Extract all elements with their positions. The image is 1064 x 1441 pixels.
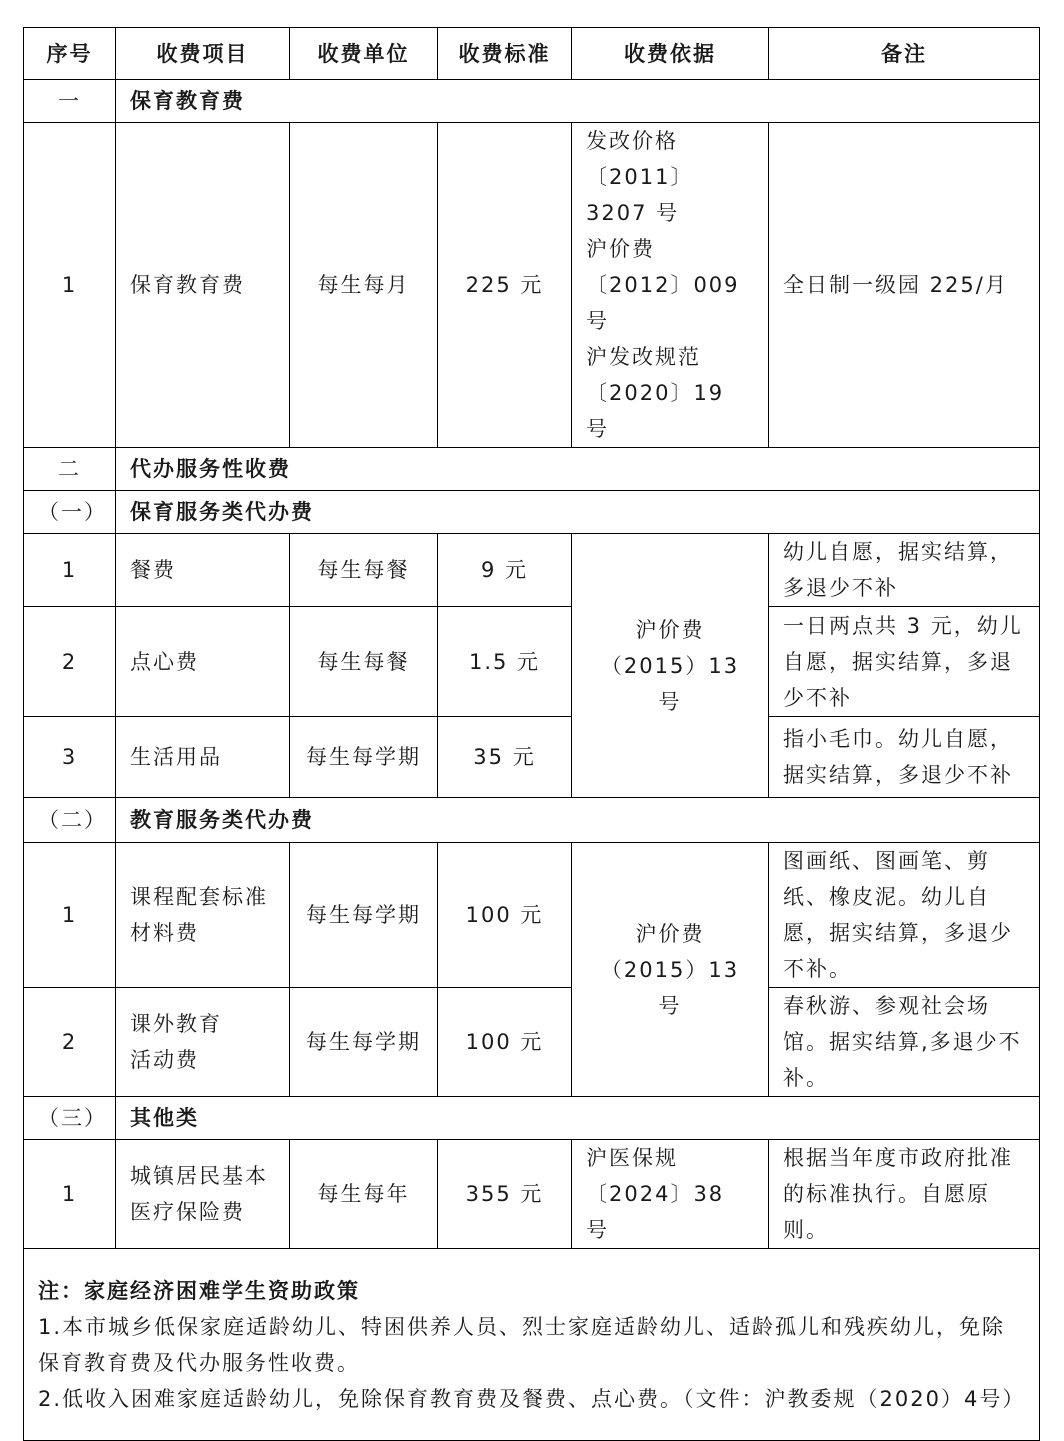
fee-remark: 根据当年度市政府批准的标准执行。自愿原则。: [769, 1140, 1040, 1249]
section-number: 二: [24, 448, 116, 491]
fee-item: 餐费: [116, 534, 290, 607]
section-title: 保育教育费: [116, 80, 1040, 123]
table-row: [24, 123, 1040, 448]
header-remark: 备注: [769, 28, 1040, 80]
subsection-title: 教育服务类代办费: [116, 798, 1040, 843]
fee-unit: 每生每月: [290, 123, 438, 448]
fee-remark: 幼儿自愿，据实结算，多退少不补: [769, 534, 1040, 607]
subsection-title: 其他类: [116, 1097, 1040, 1140]
fee-remark: 图画纸、图画笔、剪纸、橡皮泥。幼儿自愿，据实结算，多退少不补。: [769, 843, 1040, 988]
section-title: 代办服务性收费: [116, 448, 1040, 491]
fee-standard: 100 元: [438, 843, 572, 988]
subsection-number: （二）: [24, 798, 116, 843]
header-no: 序号: [24, 28, 116, 80]
fee-standard: 355 元: [438, 1140, 572, 1249]
header-item: 收费项目: [116, 28, 290, 80]
header-row: [24, 28, 1040, 80]
table-row: [24, 717, 1040, 798]
fee-standard: 9 元: [438, 534, 572, 607]
fee-unit: 每生每学期: [290, 988, 438, 1097]
fee-standard: 225 元: [438, 123, 572, 448]
fee-standard: 100 元: [438, 988, 572, 1097]
note-row: [24, 1249, 1040, 1441]
fee-remark: 全日制一级园 225/月: [769, 123, 1040, 448]
note-line: 2.低收入困难家庭适龄幼儿，免除保育教育费及餐费、点心费。（文件：沪教委规（2020）4号）: [38, 1386, 1026, 1411]
fee-remark: 春秋游、参观社会场馆。据实结算,多退少不补。: [769, 988, 1040, 1097]
table-row: [24, 988, 1040, 1097]
note-line: 1.本市城乡低保家庭适龄幼儿、特困供养人员、烈士家庭适龄幼儿、适龄孤儿和残疾幼儿，免除保育教育费及代办服务性收费。: [38, 1314, 1006, 1375]
fee-item: 生活用品: [116, 717, 290, 798]
fee-item: 课程配套标准材料费: [116, 843, 290, 988]
fee-remark: 指小毛巾。幼儿自愿，据实结算，多退少不补: [769, 717, 1040, 798]
fee-basis: 沪价费 （2015）13 号: [572, 843, 769, 1097]
fee-item: 保育教育费: [116, 123, 290, 448]
fee-item: 课外教育 活动费: [116, 988, 290, 1097]
subsection-number: （三）: [24, 1097, 116, 1140]
row-number: 1: [24, 1140, 116, 1249]
row-number: 2: [24, 988, 116, 1097]
row-number: 3: [24, 717, 116, 798]
table-row: [24, 1140, 1040, 1249]
subsection-number: （一）: [24, 491, 116, 534]
row-number: 1: [24, 843, 116, 988]
fee-item: 城镇居民基本医疗保险费: [116, 1140, 290, 1249]
fee-unit: 每生每餐: [290, 534, 438, 607]
row-number: 2: [24, 607, 116, 717]
subsection-row: [24, 491, 1040, 534]
fee-standard: 35 元: [438, 717, 572, 798]
fee-remark: 一日两点共 3 元，幼儿自愿，据实结算，多退少不补: [769, 607, 1040, 717]
header-basis: 收费依据: [572, 28, 769, 80]
fee-unit: 每生每学期: [290, 717, 438, 798]
header-unit: 收费单位: [290, 28, 438, 80]
fee-basis: 沪价费 （2015）13 号: [572, 534, 769, 798]
section-row: [24, 448, 1040, 491]
section-row: [24, 80, 1040, 123]
fee-table: [23, 27, 1040, 1441]
table-row: [24, 607, 1040, 717]
subsection-title: 保育服务类代办费: [116, 491, 1040, 534]
note-title: 注：家庭经济困难学生资助政策: [38, 1278, 360, 1303]
fee-basis: 沪医保规 〔2024〕38 号: [572, 1140, 769, 1249]
row-number: 1: [24, 534, 116, 607]
table-row: [24, 534, 1040, 607]
note-cell: [24, 1249, 1040, 1441]
subsection-row: [24, 798, 1040, 843]
table-row: [24, 843, 1040, 988]
row-number: 1: [24, 123, 116, 448]
fee-unit: 每生每餐: [290, 607, 438, 717]
header-standard: 收费标准: [438, 28, 572, 80]
fee-unit: 每生每学期: [290, 843, 438, 988]
fee-basis: 发改价格 〔2011〕3207 号 沪价费 〔2012〕009 号 沪发改规范 〔2020〕19 号: [572, 123, 769, 448]
fee-standard: 1.5 元: [438, 607, 572, 717]
section-number: 一: [24, 80, 116, 123]
subsection-row: [24, 1097, 1040, 1140]
fee-item: 点心费: [116, 607, 290, 717]
fee-unit: 每生每年: [290, 1140, 438, 1249]
